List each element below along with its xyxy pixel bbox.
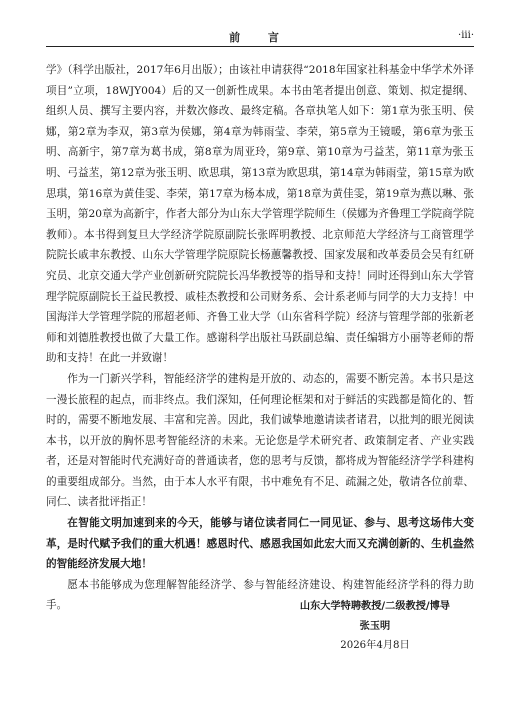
- header-page-number: ·iii·: [458, 30, 474, 41]
- paragraph-1: 学》（科学出版社，2017年6月出版）；由该社申请获得“2018年国家社科基金中华学术外译项目”立项，18WJY004）后的又一创新性成果。本书由笔者提出创意、策划、拟定提纲、组织人员、撰写主要内容，并数次修改、最终定稿。各章执笔人如下：第1章为张玉明、侯娜，第2章为李双，第3章为侯娜，第4章为韩雨莹、李荣，第5章为王镜暖，第6章为张玉明、高新宇，第7章为葛书成，第8章为周亚玲，第9章、第10章为弓益苤，第11章为张玉明、弓益苤，第12章为张玉明、欧思琪，第13章为欧思琪，第14章为韩雨莹，第15章为欧思琪，第16章为黄佳雯、李荣，第17章为杨本成，第18章为黄佳雯，第19章为燕以琳、张玉明，第20章为高新宇，作者大部分为山东大学管理学院师生（侯娜为齐鲁理工学院商学院教师）。本书得到复旦大学经济学院原副院长张晖明教授、北京师范大学经济与工商管理学院院长戚聿东教授、山东大学管理学院原院长杨蕙馨教授、国家发展和改革委员会吴有红研究员、北京交通大学产业创新研究院院长冯华教授等的指导和支持！同时还得到山东大学管理学院原副院长王益民教授、戚桂杰教授和公司财务系、会计系老师与同学的大力支持！中国海洋大学管理学院的邢超老师、齐鲁工业大学（山东省科学院）经济与管理学部的张新老师和刘德胜教授也做了大量工作。感谢科学出版社马跃副总编、责任编辑方小丽等老师的帮助和支持！在此一并致谢！: [46, 64, 474, 365]
- page-header: [46, 28, 474, 47]
- signature-title: 山东大学特聘教授/二级教授/博导: [299, 600, 450, 612]
- signature-block: [300, 596, 450, 656]
- signature-name: 张玉明: [359, 620, 391, 632]
- paragraph-4: 愿本书能够成为您理解智能经济学、参与智能经济建设、构建智能经济学科的得力助手。: [46, 578, 474, 612]
- signature-date: 2026年4月8日: [340, 640, 410, 651]
- paragraph-3: 在智能文明加速到来的今天，能够与诸位读者同仁一同见证、参与、思考这场伟大变革，是时代赋予我们的重大机遇！感恩时代、感恩我国如此宏大而又充满创新的、生机盎然的智能经济发展大地！: [46, 517, 474, 571]
- paragraph-2: 作为一门新兴学科，智能经济学的建构是开放的、动态的，需要不断完善。本书只是这一漫长旅程的起点，而非终点。我们深知，任何理论框架和对于鲜活的实践都是简化的、暂时的，需要不断地发展、丰富和完善。因此，我们诚挚地邀请读者诸君，以批判的眼光阅读本书，以开放的胸怀思考智能经济的未来。无论您是学术研究者、政策制定者、产业实践者，还是对智能时代充满好奇的普通读者，您的思考与反馈，都将成为智能经济学学科建构的重要组成部分。当然，由于本人水平有限，书中难免有不足、疏漏之处，敬请各位前辈、同仁、读者批评指正！: [46, 372, 474, 509]
- header-title: 前 言: [229, 31, 291, 44]
- document-body: [46, 60, 474, 616]
